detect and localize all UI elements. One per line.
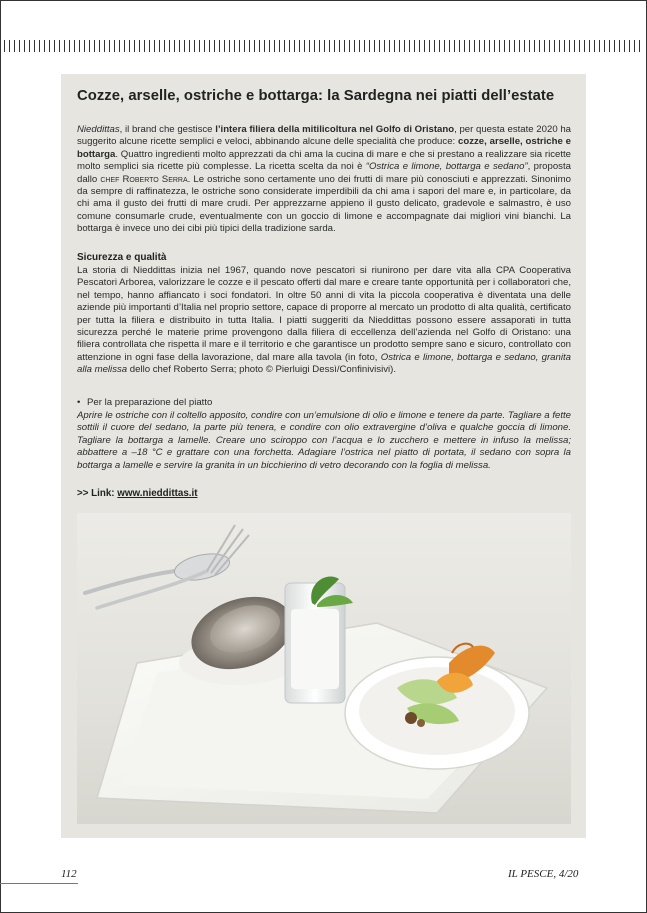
recipe-bullet: • Per la preparazione del piatto [77, 397, 213, 408]
recipe-paragraph: Aprire le ostriche con il coltello apposito, condire con un’emulsione di olio e limone e tenere da parte. Tagliare a fette sottili il cuore del sedano, la parte più tenera, e condire con olio extravergine d’oliva e qualche goccia di limone. Tagliare la bottarga a lamelle. Creare uno sciroppo con l’acqua e lo zucchero e mettere in infuso la melissa; abbattere a –18 °C e grattare con una forchetta. Adagiare l’ostrica nel piatto di portata, il sedano con sopra la bottarga a lamelle e servire la granita in un bicchierino di vetro decorando con la foglia di melissa. [77, 410, 571, 471]
bullet-icon: • [77, 397, 81, 408]
section-heading: Sicurezza e qualità [77, 252, 167, 263]
website-link: >> Link: www.nieddittas.it [77, 488, 198, 499]
page-number: 112 [61, 868, 77, 880]
website-url-link[interactable]: www.nieddittas.it [117, 488, 198, 499]
footer-accent-line [0, 883, 78, 884]
dish-photo [77, 513, 571, 824]
intro-paragraph: Nieddittas, il brand che gestisce l’intera filiera della mitilicoltura nel Golfo di Oristano, per questa estate 2020 ha suggerito alcune ricette semplici e veloci, abbinando alcune delle specialità che produce: cozze, arselle, ostriche e bottarga. Quattro ingredienti molto apprezzati da chi ama la cucina di mare e che si prestano a realizzare sia ricette molto semplici sia ricette più complesse. La ricetta scelta da noi è “Ostrica e limone, bottarga e sedano”, proposta dallo chef Roberto Serra. Le ostriche sono certamente uno dei frutti di mare più conosciuti e apprezzati. Sinonimo da sempre di raffinatezza, le ostriche sono considerate imperdibili da chi ama i sapori del mare e, in particolare, da chi ama il gusto dei frutti di mare crudi. Per apprezzarne appieno il gusto delicato, gradevole e salmastro, è uso comune consumarle crude, eventualmente con un goccio di limone e accompagnate dai migliori vini bianchi. La bottarga è invece uno dei cibi più tipici della tradizione sarda. [77, 124, 572, 235]
dish-photo-illustration [77, 513, 571, 824]
top-tick-rule [4, 40, 643, 52]
magazine-issue: IL PESCE, 4/20 [508, 868, 579, 880]
article-title: Cozze, arselle, ostriche e bottarga: la Sardegna nei piatti dell’estate [77, 88, 555, 104]
brand-name: Nieddittas [77, 124, 120, 135]
section-paragraph: La storia di Nieddittas inizia nel 1967, quando nove pescatori si riunirono per dare vita alla CPA Cooperativa Pescatori Arborea, valorizzare le cozze e il pescato offerti dal mare e creare tante opportunità per i collaboratori che, nel tempo, hanno affiancato i soci fondatori. In oltre 50 anni di vita la piccola cooperativa è diventata una delle aziende più importanti d’Italia nel proprio settore, capace di proporre al mercato un prodotto di alta qualità, certificato per tutta la filiera e distribuito in tutta Italia. I piatti suggeriti da Nieddittas possono essere assaporati in tutta sicurezza perché le materie prime provengono dalla filiera di eccellenza dell’azienda nel Golfo di Oristano: una filiera controllata che rispetta il mare e il territorio e che garantisce un prodotto sempre sano e sicuro, controllato con attenzione in ogni fase della lavorazione, dal mare alla tavola (in foto, Ostrica e limone, bottarga e sedano, granita alla melissa dello chef Roberto Serra; photo © Pierluigi Dessì/Confinivisivi). [77, 265, 571, 376]
